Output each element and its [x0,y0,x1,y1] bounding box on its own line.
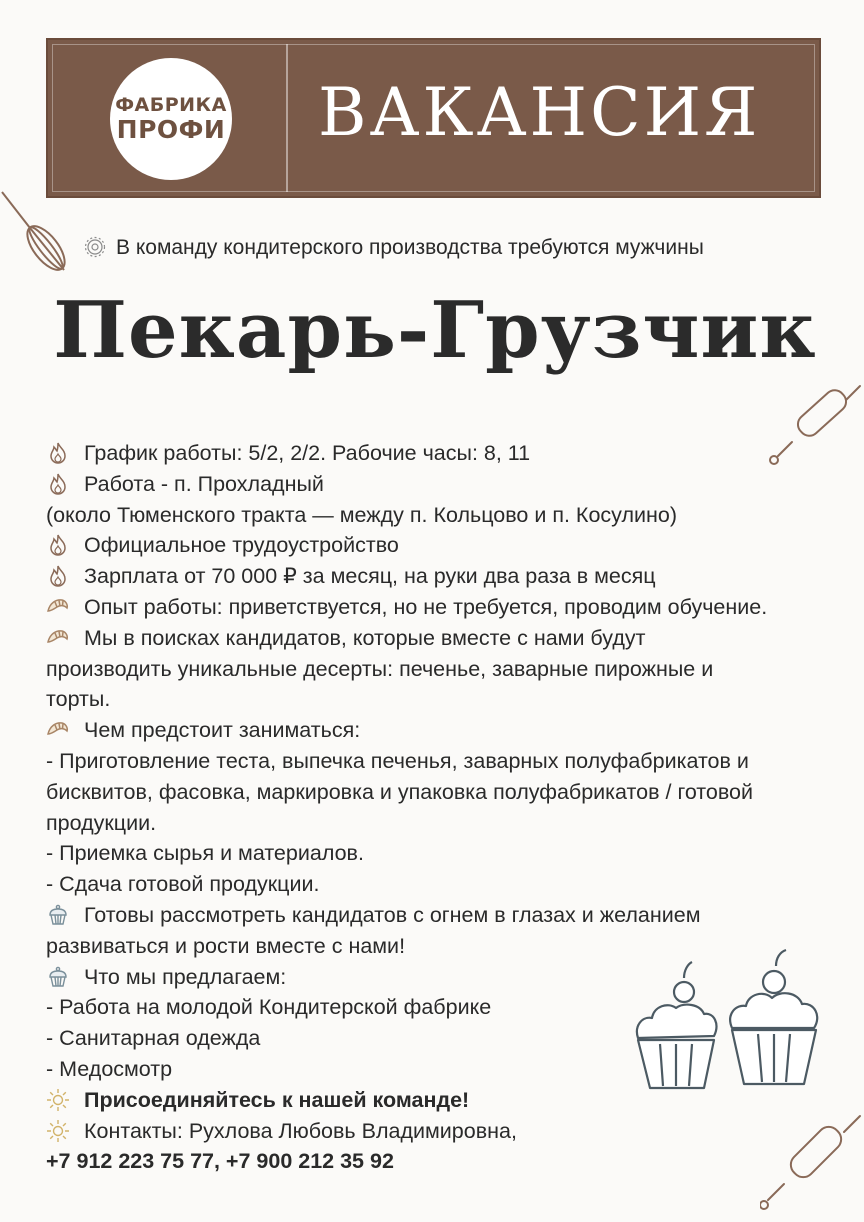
list-item-continuation: - Приготовление теста, выпечка печенья, заварных полуфабрикатов и [46,748,749,773]
flame-icon [46,441,70,465]
croissant-icon [46,595,70,619]
list-item-continuation: - Сдача готовой продукции. [46,872,320,897]
company-logo [110,58,232,180]
sun-icon [46,1088,70,1112]
header-banner [46,38,821,198]
logo-line2: ПРОФИ [116,115,226,144]
list-item-continuation: - Работа на молодой Кондитерской фабрике [46,995,492,1020]
contacts-text: Контакты: Рухлова Любовь Владимировна, [84,1118,517,1143]
list-item-continuation: продукции. [46,810,157,835]
list-item-text: Что мы предлагаем: [84,964,287,989]
cupcake-icon [46,903,70,927]
list-item-text: Работа - п. Прохладный [84,471,324,496]
rolling-pin-icon [760,1110,864,1222]
job-title: Пекарь-Грузчик [53,285,817,376]
list-item-text: График работы: 5/2, 2/2. Рабочие часы: 8, 11 [84,441,531,465]
banner-divider [286,44,288,192]
list-item-continuation: бисквитов, фасовка, маркировка и упаковка полуфабрикатов / готовой [46,779,754,804]
list-item [46,438,846,469]
list-item [46,530,846,561]
list-item-continuation: развиваться и рости вместе с нами! [46,933,406,958]
join-team-text: Присоединяйтесь к нашей команде! [84,1087,470,1112]
phone-numbers: +7 912 223 75 77, +7 900 212 35 92 [46,1149,394,1174]
flame-icon [46,564,70,588]
list-item-text: Чем предстоит заниматься: [84,718,361,743]
list-item-text: Опыт работы: приветствуется, но не требуется, проводим обучение. [84,594,768,619]
flame-icon [46,472,70,496]
subtitle-text: В команду кондитерского производства требуются мужчины [116,236,704,259]
croissant-icon [46,718,70,742]
list-item [46,900,846,931]
cupcakes-icon [628,948,833,1098]
list-item-continuation: (около Тюменского тракта — между п. Кольцово и п. Косулино) [46,502,677,527]
gear-icon [84,236,106,258]
list-item-continuation: производить уникальные десерты: печенье, заварные пирожные и [46,656,714,681]
whisk-icon [0,190,70,280]
flame-icon [46,533,70,557]
list-item-continuation: - Медосмотр [46,1056,173,1081]
cupcake-icon [46,965,70,989]
list-item-continuation: - Приемка сырья и материалов. [46,841,364,866]
list-item-text: Официальное трудоустройство [84,533,399,558]
sun-icon [46,1119,70,1143]
list-item-text: Зарплата от 70 000 ₽ за месяц, на руки два раза в месяц [84,564,656,589]
list-item [46,592,846,623]
banner-title: ВАКАНСИЯ [318,74,761,151]
list-item [46,1116,846,1147]
list-item [46,715,846,746]
list-item-text: Мы в поисках кандидатов, которые вместе с нами будут [84,625,646,650]
list-item-text: Готовы рассмотреть кандидатов с огнем в глазах и желанием [84,902,701,927]
list-item [46,561,846,592]
list-item [46,623,846,654]
list-item-continuation: торты. [46,687,111,712]
subtitle [84,236,704,260]
list-item [46,469,846,500]
logo-line1: ФАБРИКА [115,94,227,116]
croissant-icon [46,626,70,650]
list-item-continuation: - Санитарная одежда [46,1026,261,1051]
